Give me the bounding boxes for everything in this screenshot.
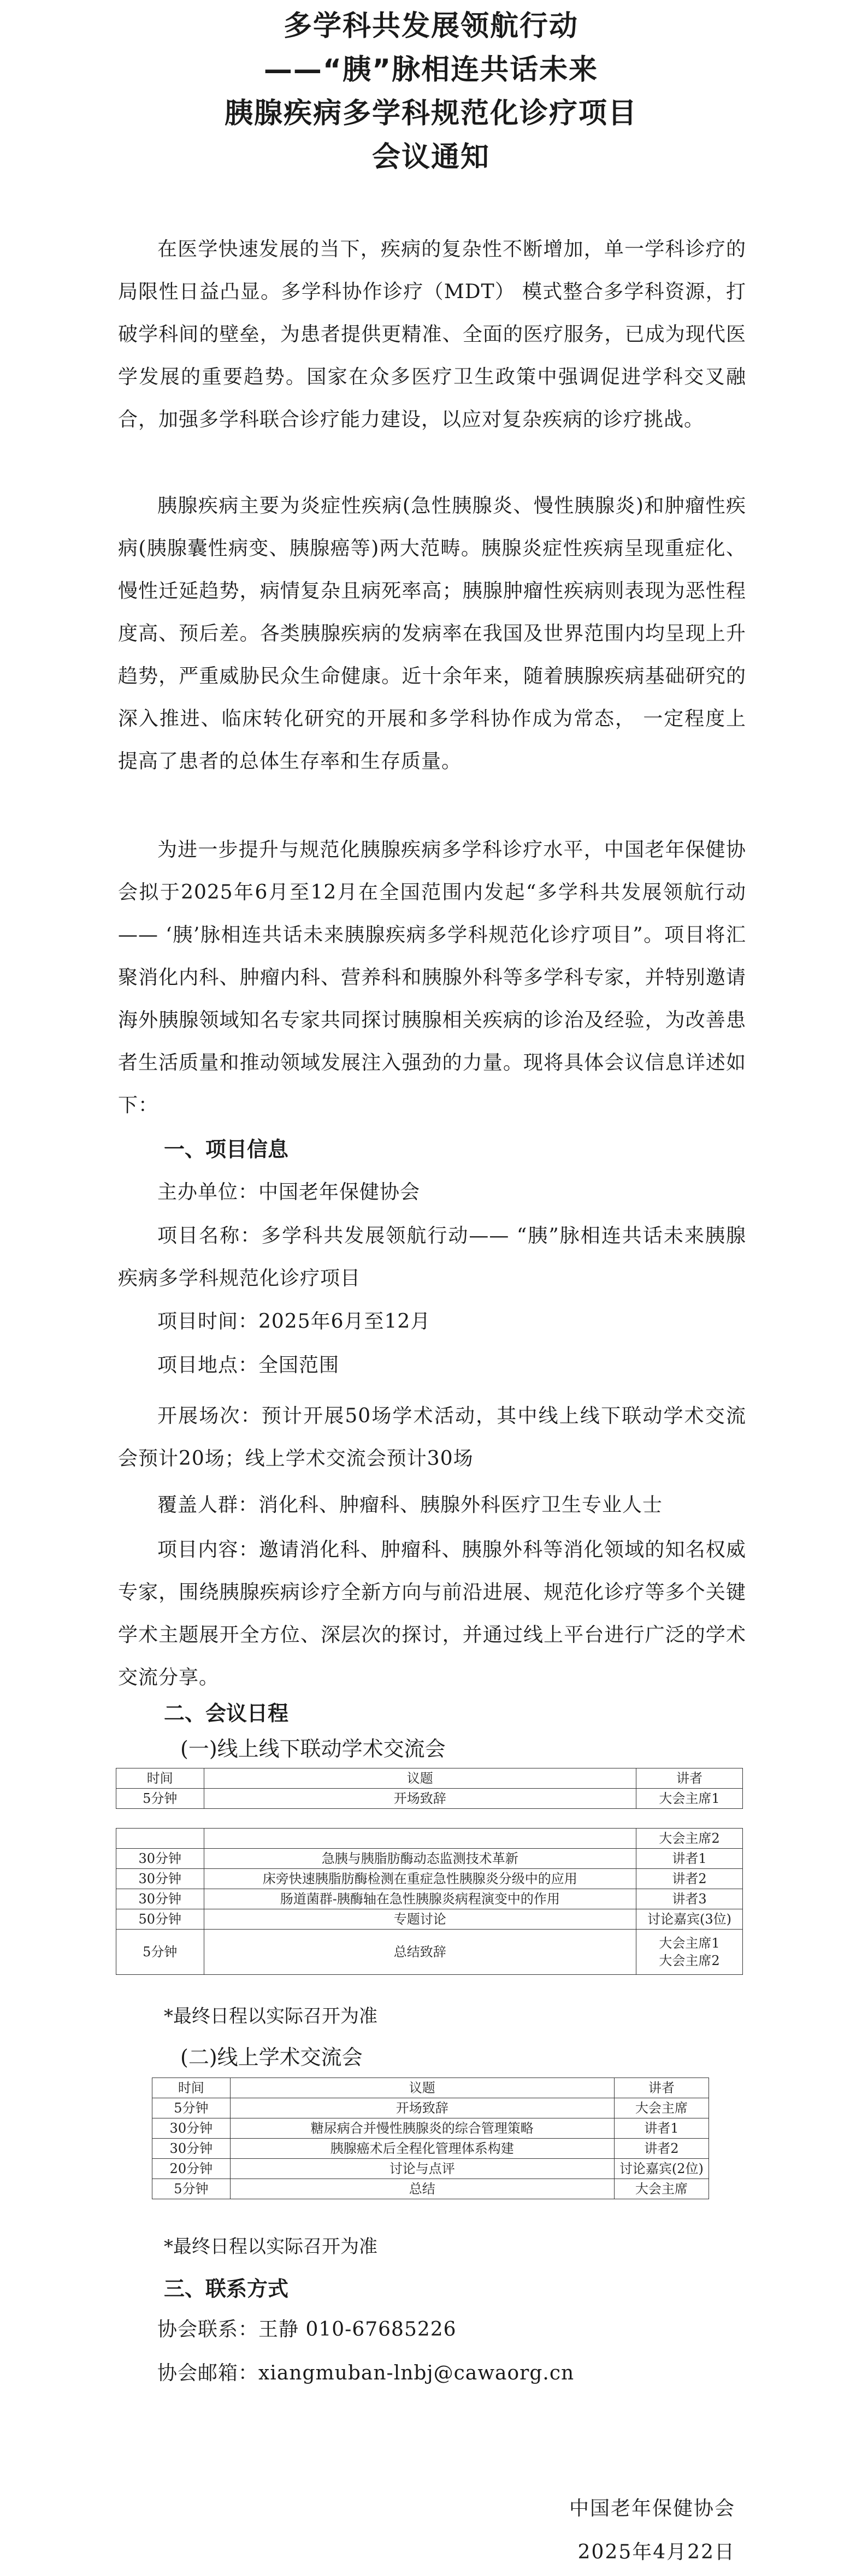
schedule-table-1-header [116, 1768, 743, 1809]
contact-email: 协会邮箱：xiangmuban-lnbj@cawaorg.cn [157, 2362, 575, 2384]
schedule-table-2 [152, 2078, 709, 2199]
section-heading-project-info: 一、项目信息 [164, 1137, 289, 1161]
info-organizer: 主办单位：中国老年保健协会 [157, 1181, 421, 1203]
table-cell: 30分钟 [116, 1869, 204, 1889]
table-cell: 30分钟 [152, 2118, 231, 2139]
table-cell: 总结致辞 [204, 1930, 636, 1975]
table-cell: 讲者3 [636, 1889, 743, 1909]
table-header-topic: 议题 [204, 1768, 636, 1789]
table-cell: 大会主席 [614, 2179, 709, 2199]
info-sessions: 开展场次：预计开展50场学术活动，其中线上线下联动学术交流会预计20场；线上学术交流会预计30场 [118, 1405, 746, 1470]
table-row [152, 2159, 709, 2179]
info-content: 项目内容：邀请消化科、肿瘤科、胰腺外科等消化领域的知名权威专家，围绕胰腺疾病诊疗全新方向与前沿进展、规范化诊疗等多个关键学术主题展开全方位、深层次的探讨，并通过线上平台进行广泛的学术交流分享。 [118, 1539, 746, 1689]
table2-caption: (二)线上学术交流会 [180, 2045, 363, 2069]
intro-paragraph: 在医学快速发展的当下，疾病的复杂性不断增加，单一学科诊疗的局限性日益凸显。多学科协作诊疗（MDT） 模式整合多学科资源，打破学科间的壁垒，为患者提供更精准、全面的医疗服务，已成为现代医学发展的重要趋势。国家在众多医疗卫生政策中强调促进学科交叉融合，加强多学科联合诊疗能力建设，以应对复杂疾病的诊疗挑战。 [118, 238, 746, 431]
table-row [152, 2139, 709, 2159]
table-cell: 5分钟 [116, 1930, 204, 1975]
speaker-line: 大会主席1 [659, 1936, 720, 1951]
table-header-time: 时间 [116, 1768, 204, 1789]
table-cell: 5分钟 [116, 1789, 204, 1809]
table-cell: 床旁快速胰脂肪酶检测在重症急性胰腺炎分级中的应用 [204, 1869, 636, 1889]
table-row [116, 1789, 743, 1809]
table-cell: 5分钟 [152, 2179, 231, 2199]
title-line-3: 胰腺疾病多学科规范化诊疗项目 [224, 97, 637, 130]
table-header-speaker: 讲者 [636, 1768, 743, 1789]
intro-paragraph: 为进一步提升与规范化胰腺疾病多学科诊疗水平，中国老年保健协会拟于2025年6月至12月在全国范围内发起“多学科共发展领航行动—— ‘胰’脉相连共话未来胰腺疾病多学科规范化诊疗项目”。项目将汇聚消化内科、肿瘤内科、营养科和胰腺外科等多学科专家，并特别邀请海外胰腺领域知名专家共同探讨胰腺相关疾病的诊治及经验，为改善患者生活质量和推动领域发展注入强劲的力量。现将具体会议信息详述如下： [118, 839, 746, 1117]
table-header-speaker: 讲者 [614, 2078, 709, 2098]
info-project-location: 项目地点：全国范围 [157, 1354, 340, 1376]
table-row [152, 2118, 709, 2139]
table-cell: 开场致辞 [230, 2098, 614, 2118]
table-cell: 讲者1 [636, 1849, 743, 1869]
table-cell: 30分钟 [152, 2139, 231, 2159]
table-cell: 专题讨论 [204, 1909, 636, 1930]
table-cell: 30分钟 [116, 1889, 204, 1909]
table-row [152, 2179, 709, 2199]
table-cell: 肠道菌群-胰酶轴在急性胰腺炎病程演变中的作用 [204, 1889, 636, 1909]
table-cell: 糖尿病合并慢性胰腺炎的综合管理策略 [230, 2118, 614, 2139]
table-cell: 讨论嘉宾(2位) [614, 2159, 709, 2179]
table-cell: 5分钟 [152, 2098, 231, 2118]
table-cell: 大会主席2 [636, 1829, 743, 1849]
contact-phone: 协会联系：王静 010-67685226 [157, 2318, 457, 2341]
table-row [152, 2098, 709, 2118]
intro-paragraph: 胰腺疾病主要为炎症性疾病(急性胰腺炎、慢性胰腺炎)和肿瘤性疾病(胰腺囊性病变、胰腺癌等)两大范畴。胰腺炎症性疾病呈现重症化、慢性迁延趋势，病情复杂且病死率高；胰腺肿瘤性疾病则表现为恶性程度高、预后差。各类胰腺疾病的发病率在我国及世界范围内均呈现上升趋势，严重威胁民众生命健康。近十余年来，随着胰腺疾病基础研究的深入推进、临床转化研究的开展和多学科协作成为常态， 一定程度上提高了患者的总体生存率和生存质量。 [118, 495, 746, 773]
table-cell: 大会主席 [614, 2098, 709, 2118]
section-heading-contact: 三、联系方式 [164, 2277, 289, 2301]
table-cell: 胰腺癌术后全程化管理体系构建 [230, 2139, 614, 2159]
title-line-4: 会议通知 [371, 141, 490, 174]
table-cell: 讲者2 [636, 1869, 743, 1889]
schedule-note: *最终日程以实际召开为准 [164, 2236, 377, 2258]
table-row [116, 1869, 743, 1889]
title-line-1: 多学科共发展领航行动 [283, 10, 578, 43]
info-audience: 覆盖人群：消化科、肿瘤科、胰腺外科医疗卫生专业人士 [157, 1494, 663, 1516]
table-cell: 大会主席1 [636, 1789, 743, 1809]
table-header-topic: 议题 [230, 2078, 614, 2098]
table-header-time: 时间 [152, 2078, 231, 2098]
table-cell: 讨论与点评 [230, 2159, 614, 2179]
table-cell: 总结 [230, 2179, 614, 2199]
table-cell: 讲者2 [614, 2139, 709, 2159]
schedule-note: *最终日程以实际召开为准 [164, 2005, 377, 2027]
table-row [116, 1829, 743, 1849]
table-cell: 急胰与胰脂肪酶动态监测技术革新 [204, 1849, 636, 1869]
info-project-time: 项目时间：2025年6月至12月 [157, 1310, 431, 1333]
table-cell [204, 1829, 636, 1849]
info-project-name: 项目名称：多学科共发展领航行动—— “胰”脉相连共话未来胰腺疾病多学科规范化诊疗项目 [118, 1225, 746, 1290]
table-cell: 30分钟 [116, 1849, 204, 1869]
signature-date: 2025年4月22日 [577, 2541, 735, 2563]
table-cell: 20分钟 [152, 2159, 231, 2179]
table-row [116, 1849, 743, 1869]
table-cell: 讲者1 [614, 2118, 709, 2139]
table-row [116, 1889, 743, 1909]
table-cell: 50分钟 [116, 1909, 204, 1930]
table-cell [636, 1930, 743, 1975]
speaker-line: 大会主席2 [659, 1953, 720, 1968]
section-heading-schedule: 二、会议日程 [164, 1701, 289, 1725]
table-row [116, 1909, 743, 1930]
table-row [116, 1930, 743, 1975]
table-cell: 讨论嘉宾(3位) [636, 1909, 743, 1930]
title-line-2: ——“胰”脉相连共话未来 [263, 54, 599, 86]
schedule-table-1-body [116, 1828, 743, 1975]
table1-caption: (一)线上线下联动学术交流会 [180, 1737, 446, 1761]
signature-org: 中国老年保健协会 [569, 2497, 735, 2520]
table-cell [116, 1829, 204, 1849]
table-cell: 开场致辞 [204, 1789, 636, 1809]
